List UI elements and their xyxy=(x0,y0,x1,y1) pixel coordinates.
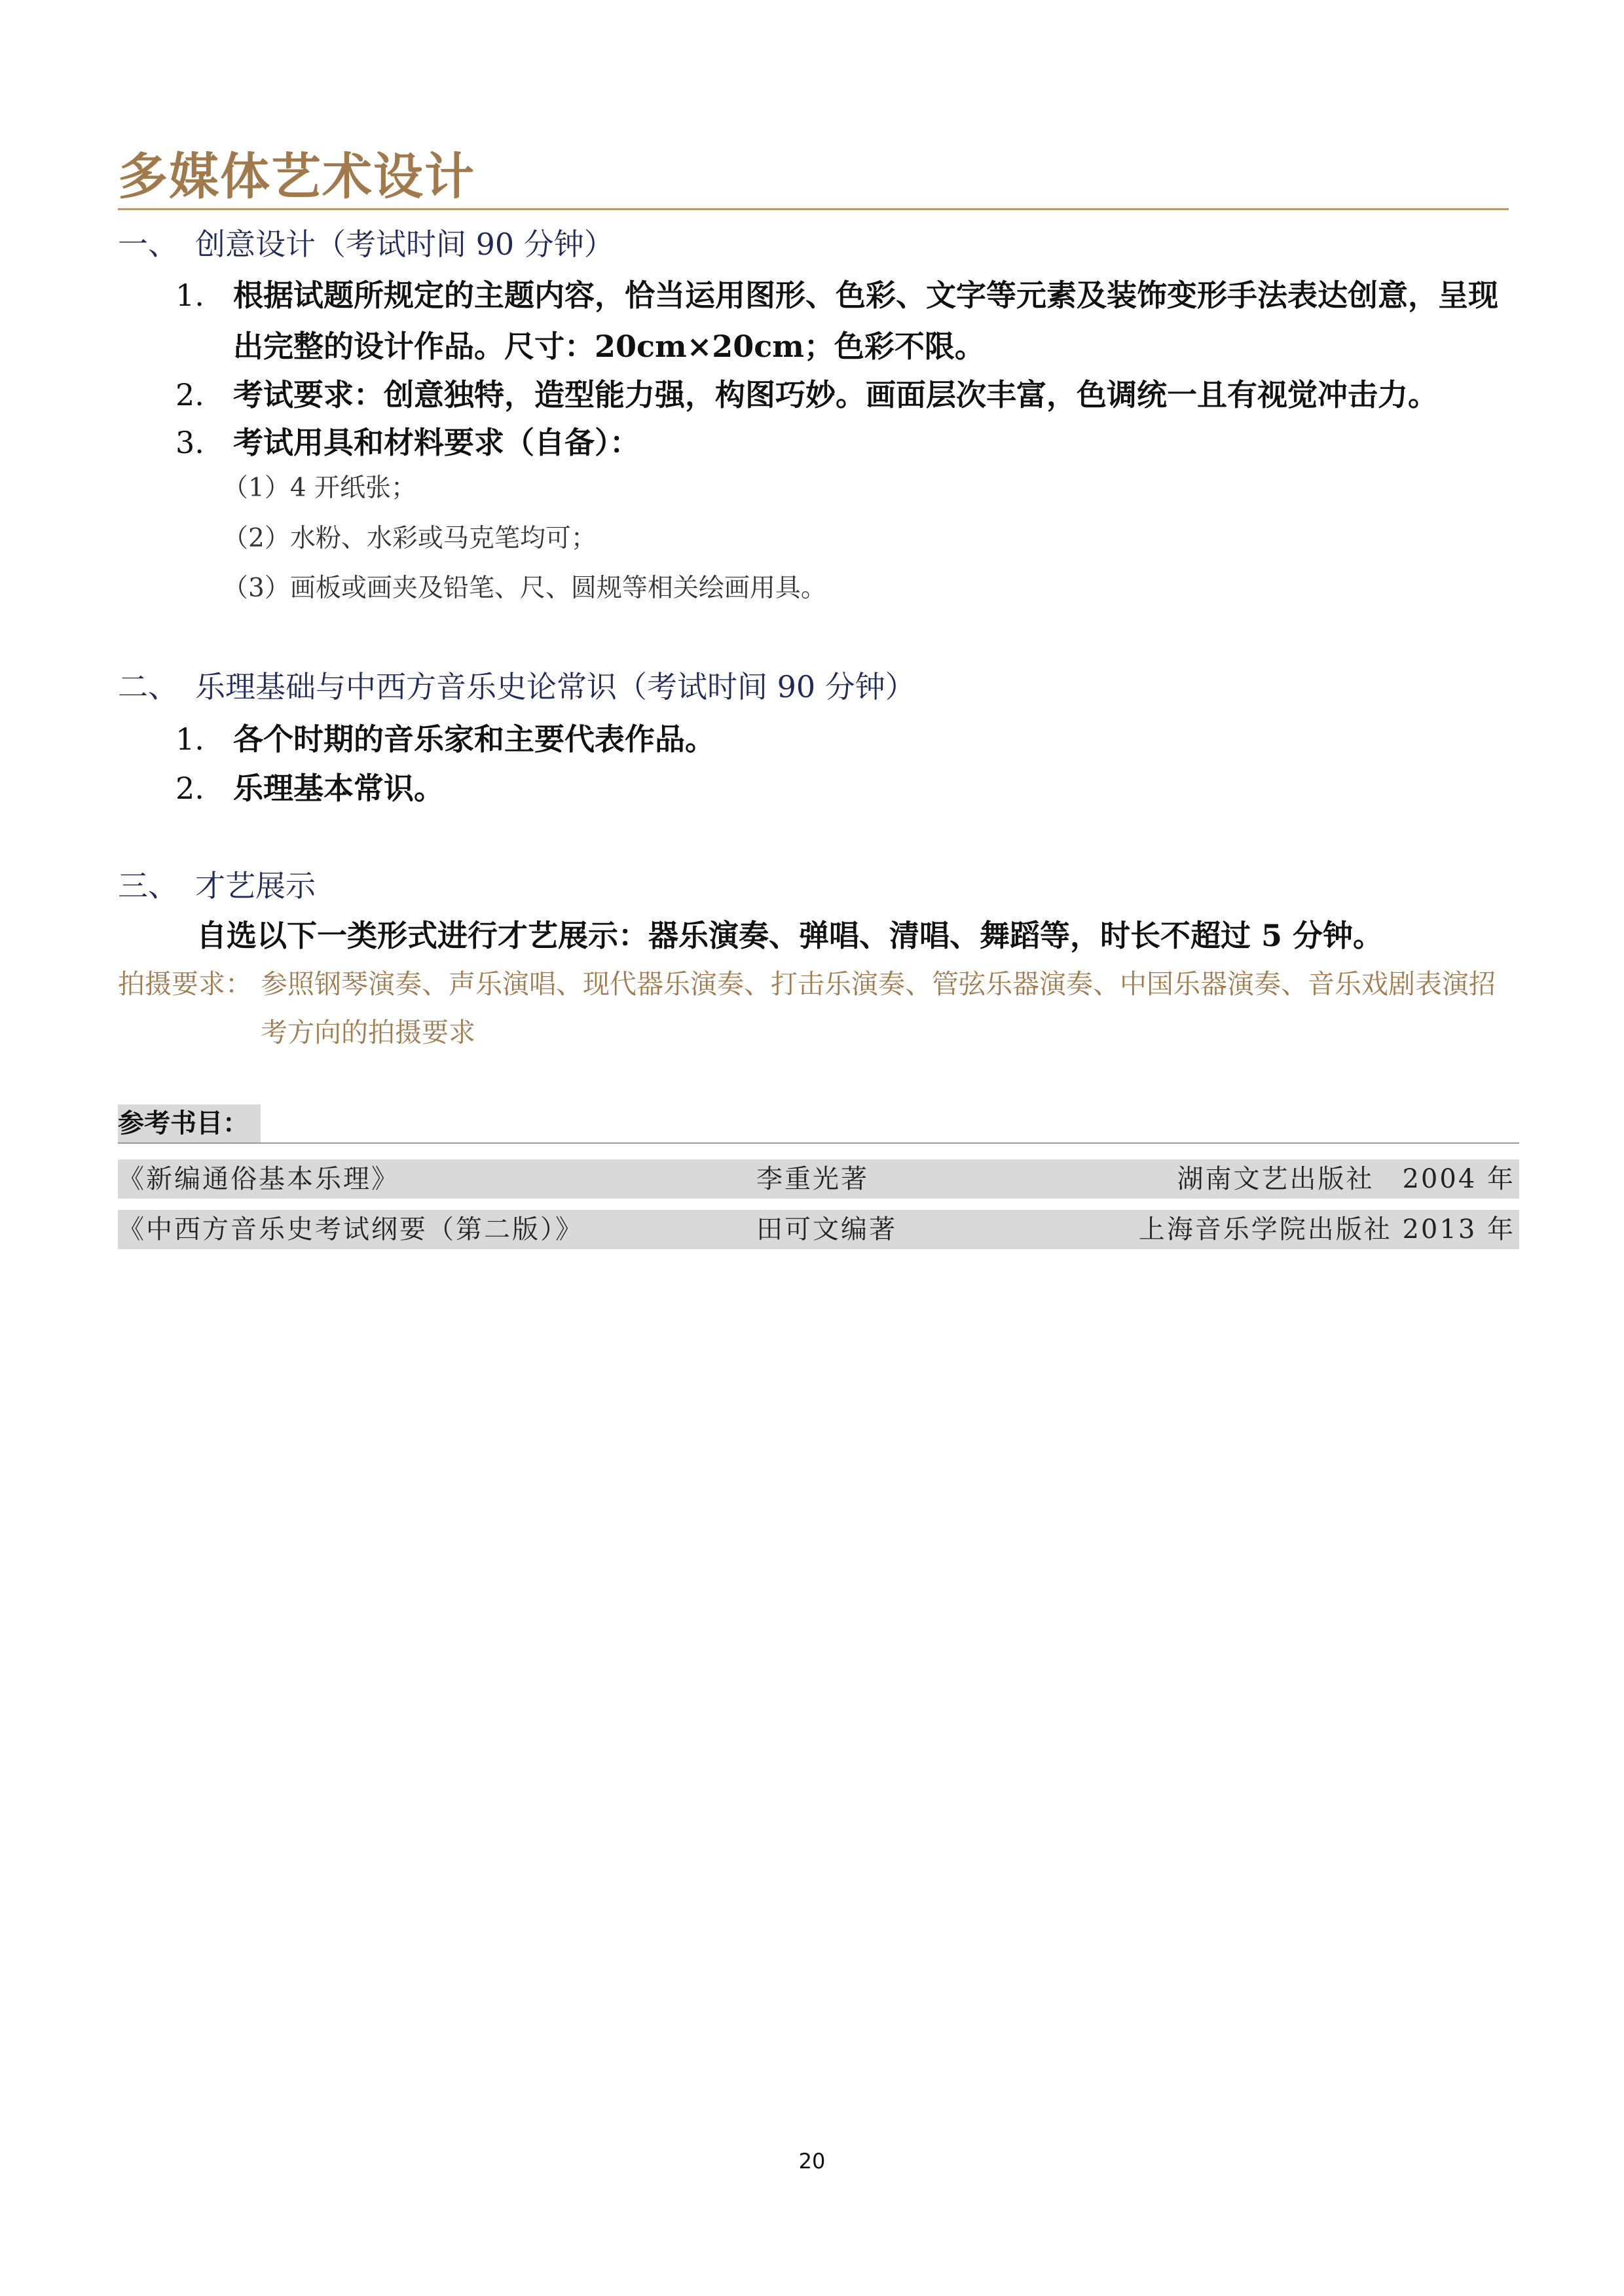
list-item xyxy=(175,714,1518,765)
item-number: 1. xyxy=(175,278,204,313)
photo-requirements-text: 参照钢琴演奏、声乐演唱、现代器乐演奏、打击乐演奏、管弦乐器演奏、中国乐器演奏、音乐戏剧表演招考方向的拍摄要求 xyxy=(261,968,1496,1048)
photo-requirements-label: 拍摄要求： xyxy=(118,968,252,1000)
reference-row xyxy=(118,1159,1519,1199)
list-item xyxy=(175,270,1518,372)
item-number: 3. xyxy=(175,425,204,460)
reference-title: 《新编通俗基本乐理》 xyxy=(118,1164,399,1194)
section-heading-2 xyxy=(118,666,915,707)
reference-publisher: 湖南文艺出版社 2004 年 xyxy=(1177,1164,1515,1194)
section-heading-1 xyxy=(118,224,614,264)
reference-publisher: 上海音乐学院出版社 2013 年 xyxy=(1138,1214,1515,1245)
page-title: 多媒体艺术设计 xyxy=(118,147,475,206)
section-number: 二、 xyxy=(118,669,178,704)
item-text: 乐理基本常识。 xyxy=(233,771,444,806)
references-label: 参考书目： xyxy=(118,1104,261,1142)
item-text: 考试要求：创意独特，造型能力强，构图巧妙。画面层次丰富，色调统一且有视觉冲击力。 xyxy=(233,377,1438,412)
list-item xyxy=(175,417,1518,468)
page-number: 20 xyxy=(798,2149,826,2174)
section-title: 乐理基础与中西方音乐史论常识（考试时间 90 分钟） xyxy=(195,669,915,704)
section-title: 才艺展示 xyxy=(195,868,316,903)
item-number: 2. xyxy=(175,377,204,412)
list-item xyxy=(175,763,1518,814)
sub-list-item: （2）水粉、水彩或马克笔均可； xyxy=(223,524,597,553)
item-text: 根据试题所规定的主题内容，恰当运用图形、色彩、文字等元素及装饰变形手法表达创意，呈现出完整的设计作品。尺寸：20cm×20cm；色彩不限。 xyxy=(233,278,1498,364)
section-number: 三、 xyxy=(118,868,178,903)
item-number: 1. xyxy=(175,721,204,757)
list-item xyxy=(175,369,1518,420)
reference-title: 《中西方音乐史考试纲要（第二版）》 xyxy=(118,1214,583,1245)
section-title: 创意设计（考试时间 90 分钟） xyxy=(195,227,614,262)
photo-requirements xyxy=(118,960,1519,1057)
title-divider xyxy=(118,208,1509,210)
item-text: 考试用具和材料要求（自备）： xyxy=(233,425,640,460)
item-number: 2. xyxy=(175,771,204,806)
section-number: 一、 xyxy=(118,227,178,262)
section-heading-3 xyxy=(118,866,316,906)
sub-list-item: （1）4 开纸张； xyxy=(223,473,417,503)
talent-description: 自选以下一类形式进行才艺展示：器乐演奏、弹唱、清唱、舞蹈等，时长不超过 5 分钟。 xyxy=(196,918,1384,953)
reference-author: 李重光著 xyxy=(756,1164,869,1194)
reference-row xyxy=(118,1210,1519,1249)
references-divider xyxy=(118,1142,1519,1144)
sub-list-item: （3）画板或画夹及铅笔、尺、圆规等相关绘画用具。 xyxy=(223,574,826,603)
reference-author: 田可文编著 xyxy=(756,1214,897,1245)
item-text: 各个时期的音乐家和主要代表作品。 xyxy=(233,721,715,757)
